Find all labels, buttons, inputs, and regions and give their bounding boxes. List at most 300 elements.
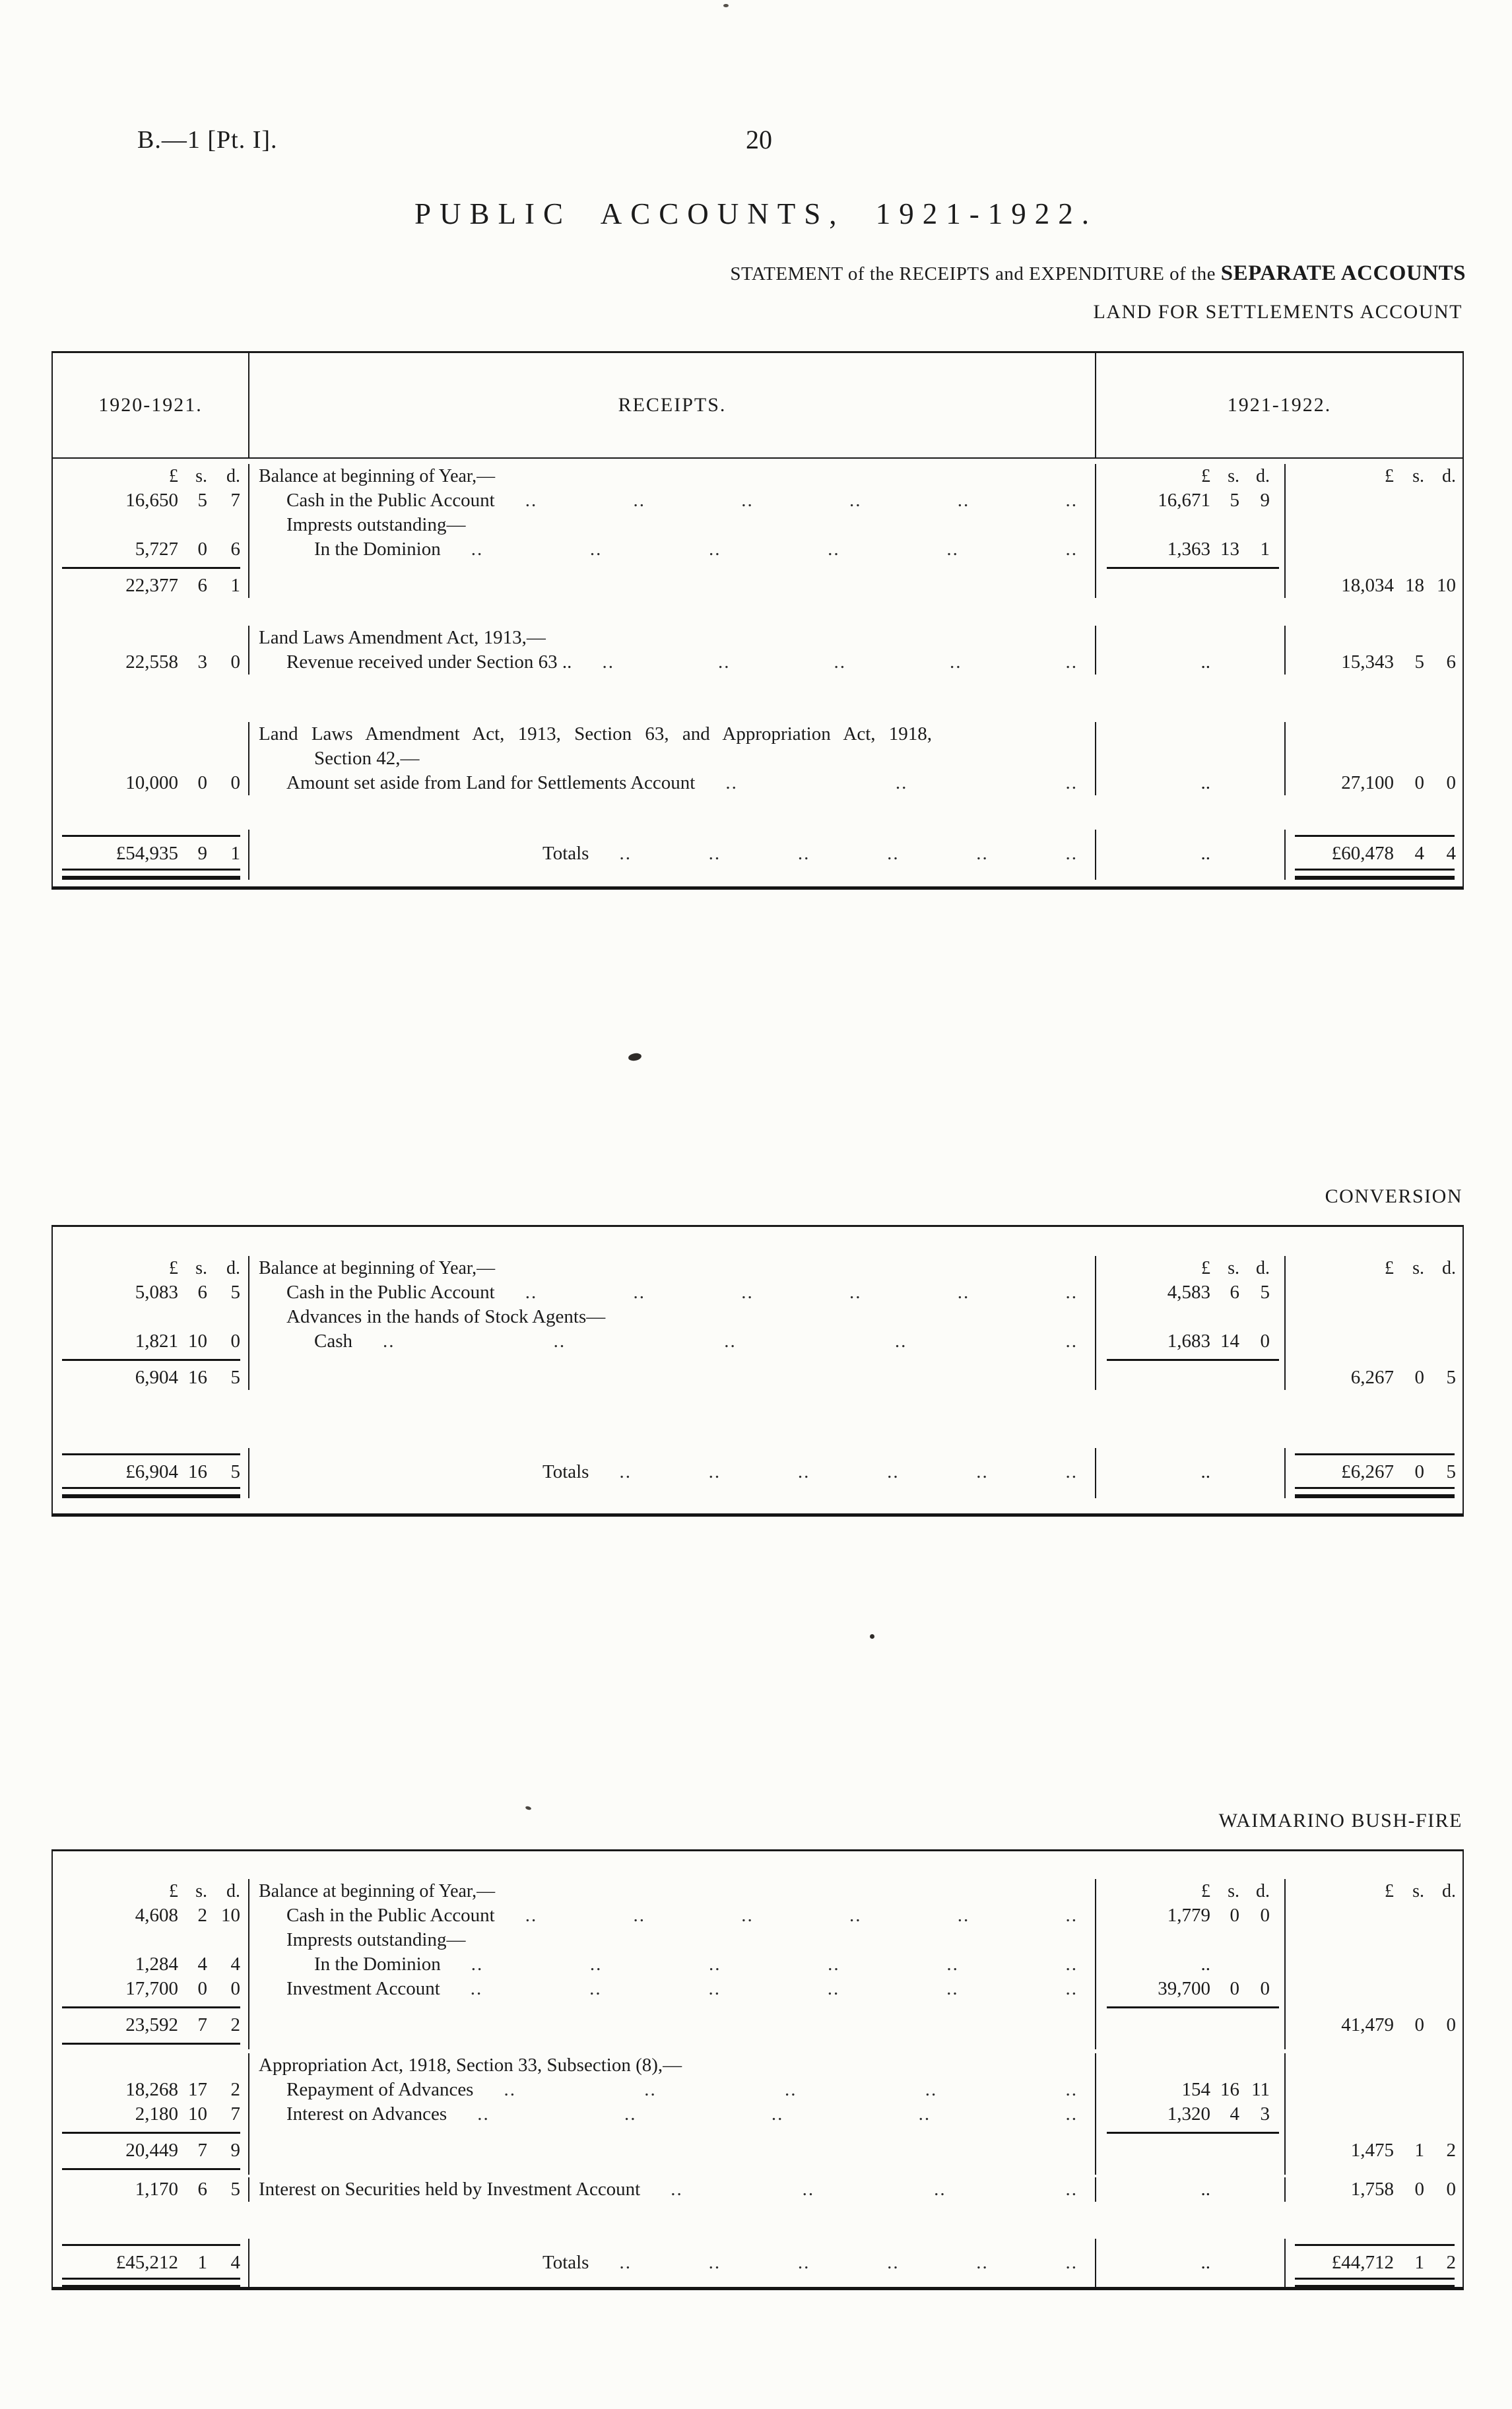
sum-rule [62,567,240,569]
pence-value: 5 [230,2179,240,2200]
table-row [53,562,1463,574]
totals-label: Totals [542,2252,589,2273]
row-description [249,2177,1096,2202]
amount-1920-21 [53,1366,249,1390]
amount-1921-22-outer [1286,1280,1463,1305]
shillings-value: s. [1412,1881,1424,1901]
amount-1921-22-inner [1096,464,1286,488]
table-row [53,2001,1463,2013]
amount-1920-21 [53,2102,249,2127]
row-description [249,830,1096,842]
table-row [53,1903,1463,1928]
amount-1921-22-inner [1096,2275,1286,2289]
amount-1921-22-outer [1286,650,1463,675]
amount-1921-22-inner [1096,574,1286,598]
shillings-value: 18 [1405,575,1424,596]
row-description [249,2239,1096,2251]
shillings-value: 3 [197,651,207,673]
row-description [249,2127,1096,2138]
sum-rule [1295,1453,1455,1455]
description-text: Interest on Advances [286,2103,447,2125]
pounds-value: £44,712 [1331,2252,1394,2273]
totals-label: Totals [542,1461,589,1482]
shillings-value: 0 [1230,1905,1239,1926]
dot-leaders: .. .. .. .. .. .. [619,1461,1078,1482]
description-text: Advances in the hands of Stock Agents— [286,1306,606,1327]
amount-1921-22-inner [1096,2078,1286,2102]
subtitle-bold: SEPARATE ACCOUNTS [1220,261,1466,285]
pounds-value: 18,268 [125,2079,178,2100]
table-row [53,2078,1463,2102]
sum-rule [62,2168,240,2170]
amount-1921-22-inner [1096,1879,1286,1903]
pounds-value: 23,592 [125,2014,178,2035]
pounds-value: 1,475 [1350,2140,1394,2161]
shillings-value: 14 [1220,1331,1239,1352]
double-total-rule [1295,869,1455,880]
row-description [249,1448,1096,1460]
amount-1920-21 [53,2138,249,2163]
pounds-value: 5,083 [135,1282,178,1303]
description-text: Cash in the Public Account [286,490,495,511]
pence-value: 0 [1446,772,1456,793]
amount-1920-21 [53,1460,249,1484]
table-row [53,1366,1463,1390]
pence-value: 0 [230,1978,240,1999]
amount-1920-21 [53,574,249,598]
pounds-value: .. [1200,843,1210,864]
row-description [249,2013,1096,2037]
amount-1921-22-outer [1286,2053,1463,2078]
dot-leaders: .. .. .. [725,772,1078,793]
table-row [53,722,1463,746]
amount-1921-22-outer [1286,2102,1463,2127]
row-description [249,626,1096,650]
shillings-value: s. [1228,1881,1239,1901]
pounds-value: £54,935 [115,843,178,864]
sum-rule [1295,835,1455,837]
description-text: In the Dominion [314,539,441,560]
amount-1921-22-outer [1286,626,1463,650]
pounds-value: 1,683 [1167,1331,1210,1352]
shillings-value: s. [195,1258,207,1278]
sum-rule [62,2006,240,2008]
amount-1921-22-outer [1286,464,1463,488]
table-row [53,2163,1463,2175]
amount-1920-21 [53,1329,249,1354]
shillings-value: 10 [188,2103,207,2125]
pence-value: d. [226,1881,240,1901]
amount-1920-21 [53,2251,249,2275]
pence-value: 4 [230,2252,240,2273]
pence-value: 5 [230,1282,240,1303]
amount-1921-22-inner [1096,650,1286,675]
pounds-value: £ [169,1881,178,1901]
pounds-value: .. [1200,2179,1210,2200]
pence-value: d. [1442,466,1456,486]
pence-value: 9 [230,2140,240,2161]
scan-artifact [723,4,729,7]
pounds-value: 154 [1181,2079,1210,2100]
amount-1920-21 [53,562,249,574]
shillings-value: 9 [197,843,207,864]
shillings-value: 0 [197,539,207,560]
table-row [53,866,1463,880]
amount-1921-22-inner [1096,2251,1286,2275]
amount-1920-21 [53,488,249,513]
amount-1921-22-outer [1286,2078,1463,2102]
pounds-value: 16,650 [125,490,178,511]
table-row [53,746,1463,771]
table-row [53,1305,1463,1329]
amount-1921-22-inner [1096,2013,1286,2037]
amount-1921-22-outer [1286,1305,1463,1329]
scan-artifact [628,1052,642,1061]
amount-1921-22-inner [1096,2053,1286,2078]
row-description [249,2251,1096,2275]
amount-1920-21 [53,2001,249,2013]
dot-leaders: .. .. .. .. .. .. [525,1905,1078,1926]
pounds-value: £ [169,466,178,486]
pence-value: 7 [230,490,240,511]
pounds-value: 6,904 [135,1367,178,1388]
pounds-value: 1,320 [1167,2103,1210,2125]
amount-1921-22-inner [1096,562,1286,574]
amount-1920-21 [53,2275,249,2289]
amount-1920-21 [53,1354,249,1366]
amount-1921-22-outer [1286,830,1463,842]
conversion-table-block [51,1185,1464,1517]
pounds-value: £ [1201,1881,1210,1901]
amount-1920-21 [53,1977,249,2001]
pounds-value: 2,180 [135,2103,178,2125]
section-label-waimarino-bush-fire: WAIMARINO BUSH-FIRE [1218,1810,1463,1832]
amount-1921-22-outer [1286,1879,1463,1903]
amount-1921-22-inner [1096,1329,1286,1354]
pounds-value: 22,558 [125,651,178,673]
amount-1920-21 [53,1280,249,1305]
pence-value: 6 [230,539,240,560]
row-description [249,513,1096,537]
amount-1920-21 [53,537,249,562]
amount-1920-21 [53,2177,249,2202]
sum-rule [62,1453,240,1455]
amount-1921-22-outer [1286,537,1463,562]
amount-1921-22-outer [1286,1354,1463,1366]
pence-value: 0 [1260,1978,1270,1999]
pounds-value: 10,000 [125,772,178,793]
amount-1920-21 [53,866,249,880]
amount-1921-22-outer [1286,746,1463,771]
row-description [249,1928,1096,1952]
pounds-value: 20,449 [125,2140,178,2161]
pence-value: 4 [230,1954,240,1975]
pence-value: 5 [230,1367,240,1388]
sum-rule [62,1359,240,1361]
pence-value: 5 [1446,1367,1456,1388]
amount-1921-22-inner [1096,1903,1286,1928]
amount-1920-21 [53,2239,249,2251]
table-row [53,650,1463,675]
amount-1920-21 [53,1448,249,1460]
amount-1921-22-inner [1096,1460,1286,1484]
amount-1920-21 [53,842,249,866]
amount-1920-21 [53,2127,249,2138]
amount-1921-22-outer [1286,866,1463,880]
pounds-value: .. [1200,2252,1210,2273]
row-description [249,488,1096,513]
conversion-table [51,1225,1464,1517]
row-description [249,746,1096,771]
amount-1921-22-inner [1096,1448,1286,1460]
row-description [249,842,1096,866]
pounds-value: 1,821 [135,1331,178,1352]
pounds-value: £ [1201,466,1210,486]
table-row [53,830,1463,842]
shillings-value: 0 [1230,1978,1239,1999]
amount-1921-22-outer [1286,722,1463,746]
pounds-value: 1,284 [135,1954,178,1975]
table-row [53,1280,1463,1305]
pence-value: 1 [230,575,240,596]
shillings-value: 0 [1414,2179,1424,2200]
waimarino-bush-fire-table-block [51,1810,1464,2290]
amount-1921-22-inner [1096,2163,1286,2175]
statement-subtitle [730,261,1466,286]
pence-value: 0 [1260,1905,1270,1926]
amount-1921-22-inner [1096,488,1286,513]
amount-1921-22-outer [1286,1366,1463,1390]
amount-1921-22-inner [1096,2001,1286,2013]
pounds-value: 1,363 [1167,539,1210,560]
row-description [249,537,1096,562]
pounds-value: 17,700 [125,1978,178,1999]
table-row [53,488,1463,513]
sum-rule [62,2043,240,2045]
table-row [53,2102,1463,2127]
row-description [249,722,1096,746]
amount-1920-21 [53,1879,249,1903]
shillings-value: s. [195,466,207,486]
description-text: Imprests outstanding— [286,514,466,535]
double-total-rule [62,2278,240,2289]
pence-value: 2 [230,2079,240,2100]
amount-1920-21 [53,2053,249,2078]
amount-1921-22-inner [1096,771,1286,795]
table-row [53,842,1463,866]
row-description [249,2138,1096,2163]
description-text: Land Laws Amendment Act, 1913, Section 63, and Appropriation Act, 1918, [259,723,933,744]
amount-1921-22-outer [1286,771,1463,795]
sum-rule [1107,2006,1279,2008]
column-header-receipts: RECEIPTS. [249,353,1096,457]
shillings-value: s. [1228,466,1239,486]
amount-1921-22-outer [1286,1256,1463,1280]
table-row [53,626,1463,650]
dot-leaders: .. .. .. .. .. .. [525,490,1078,511]
shillings-value: 17 [188,2079,207,2100]
row-description [249,1952,1096,1977]
table-header-row [53,353,1463,459]
table-row [53,2251,1463,2275]
sum-rule [62,2132,240,2134]
pence-value: d. [1256,1258,1270,1278]
waimarino-bush-fire-table [51,1849,1464,2290]
double-total-rule [62,1487,240,1498]
pence-value: 10 [221,1905,240,1926]
sum-rule [1295,2244,1455,2246]
amount-1921-22-inner [1096,722,1286,746]
description-text: Repayment of Advances [286,2079,474,2100]
table-row [53,1952,1463,1977]
shillings-value: 7 [197,2140,207,2161]
row-description [249,464,1096,488]
land-for-settlements-table [51,351,1464,890]
row-description [249,1305,1096,1329]
shillings-value: 4 [1414,843,1424,864]
table-row [53,1484,1463,1498]
amount-1920-21 [53,722,249,746]
amount-1920-21 [53,2013,249,2037]
dot-leaders: .. .. .. .. .. .. [619,843,1078,864]
row-description [249,1484,1096,1498]
row-description [249,2078,1096,2102]
sum-rule [1107,2132,1279,2134]
row-description [249,1460,1096,1484]
shillings-value: 5 [1414,651,1424,673]
pounds-value: .. [1200,1954,1210,1975]
amount-1921-22-inner [1096,1354,1286,1366]
pounds-value: 22,377 [125,575,178,596]
dot-leaders: .. .. .. .. .. .. [525,1282,1078,1303]
amount-1921-22-inner [1096,1977,1286,2001]
table-row [53,1879,1463,1903]
pence-value: 2 [230,2014,240,2035]
amount-1921-22-inner [1096,1366,1286,1390]
amount-1921-22-inner [1096,830,1286,842]
description-text: Cash [314,1331,352,1352]
amount-1920-21 [53,830,249,842]
shillings-value: 6 [1230,1282,1239,1303]
shillings-value: 1 [197,2252,207,2273]
double-total-rule [1295,1487,1455,1498]
table-row [53,513,1463,537]
row-description [249,1903,1096,1928]
dot-leaders: .. .. .. .. .. [602,651,1078,673]
amount-1921-22-inner [1096,2037,1286,2049]
pounds-value: 41,479 [1341,2014,1394,2035]
row-description [249,2001,1096,2013]
row-description [249,1879,1096,1903]
amount-1921-22-inner [1096,2177,1286,2202]
description-text: Revenue received under Section 63 .. [286,651,572,673]
shillings-value: 0 [197,1978,207,1999]
pounds-value: 1,170 [135,2179,178,2200]
scan-artifact [525,1806,531,1811]
shillings-value: 0 [1414,2014,1424,2035]
shillings-value: 7 [197,2014,207,2035]
description-text: Imprests outstanding— [286,1929,466,1950]
amount-1920-21 [53,2078,249,2102]
dot-leaders: .. .. .. .. .. [504,2079,1078,2100]
amount-1921-22-inner [1096,2127,1286,2138]
amount-1920-21 [53,1928,249,1952]
table-row [53,464,1463,488]
pounds-value: £60,478 [1331,843,1394,864]
pence-value: d. [226,466,240,486]
amount-1921-22-inner [1096,746,1286,771]
pence-value: 0 [1260,1331,1270,1352]
pounds-value: £ [1201,1258,1210,1278]
pounds-value: .. [1200,651,1210,673]
pounds-value: £45,212 [115,2252,178,2273]
amount-1921-22-inner [1096,1305,1286,1329]
amount-1921-22-outer [1286,574,1463,598]
amount-1920-21 [53,626,249,650]
amount-1921-22-outer [1286,2177,1463,2202]
pence-value: 0 [230,772,240,793]
pounds-value: 15,343 [1341,651,1394,673]
table-row [53,1354,1463,1366]
amount-1921-22-outer [1286,2127,1463,2138]
pence-value: 2 [1446,2140,1456,2161]
amount-1921-22-outer [1286,2001,1463,2013]
amount-1921-22-outer [1286,1952,1463,1977]
pounds-value: £ [1385,466,1394,486]
amount-1921-22-inner [1096,2102,1286,2127]
pence-value: 5 [1260,1282,1270,1303]
pence-value: 11 [1251,2079,1270,2100]
description-text: Balance at beginning of Year,— [259,1881,496,1901]
shillings-value: 13 [1220,539,1239,560]
table-row [53,2013,1463,2037]
shillings-value: s. [1412,1258,1424,1278]
totals-label: Totals [542,843,589,864]
shillings-value: 0 [1414,1461,1424,1482]
sum-rule [62,2244,240,2246]
pence-value: 0 [230,1331,240,1352]
amount-1921-22-inner [1096,1952,1286,1977]
shillings-value: 0 [197,772,207,793]
dot-leaders: .. .. .. .. .. .. [470,1978,1078,1999]
amount-1921-22-outer [1286,1460,1463,1484]
description-text: Appropriation Act, 1918, Section 33, Subsection (8),— [259,2055,682,2076]
shillings-value: 5 [1230,490,1239,511]
subtitle-regular: STATEMENT of the RECEIPTS and EXPENDITURE of the [730,263,1221,284]
sum-rule [62,835,240,837]
dot-leaders: .. .. .. .. .. [383,1331,1078,1352]
page-number: 20 [746,125,772,154]
description-text: Balance at beginning of Year,— [259,1258,496,1278]
shillings-value: s. [1228,1258,1239,1278]
amount-1921-22-outer [1286,1903,1463,1928]
amount-1921-22-inner [1096,513,1286,537]
amount-1921-22-outer [1286,2163,1463,2175]
document-reference: B.—1 [Pt. I]. [137,126,278,154]
amount-1921-22-outer [1286,562,1463,574]
pence-value: d. [1442,1881,1456,1901]
shillings-value: 2 [197,1905,207,1926]
shillings-value: 16 [188,1367,207,1388]
pounds-value: 6,267 [1350,1367,1394,1388]
description-text: Section 42,— [314,748,420,769]
shillings-value: 0 [1414,1367,1424,1388]
pounds-value: .. [1200,772,1210,793]
pence-value: 1 [230,843,240,864]
table-row [53,1928,1463,1952]
amount-1921-22-outer [1286,1484,1463,1498]
land-for-settlements-table-block [51,301,1464,890]
